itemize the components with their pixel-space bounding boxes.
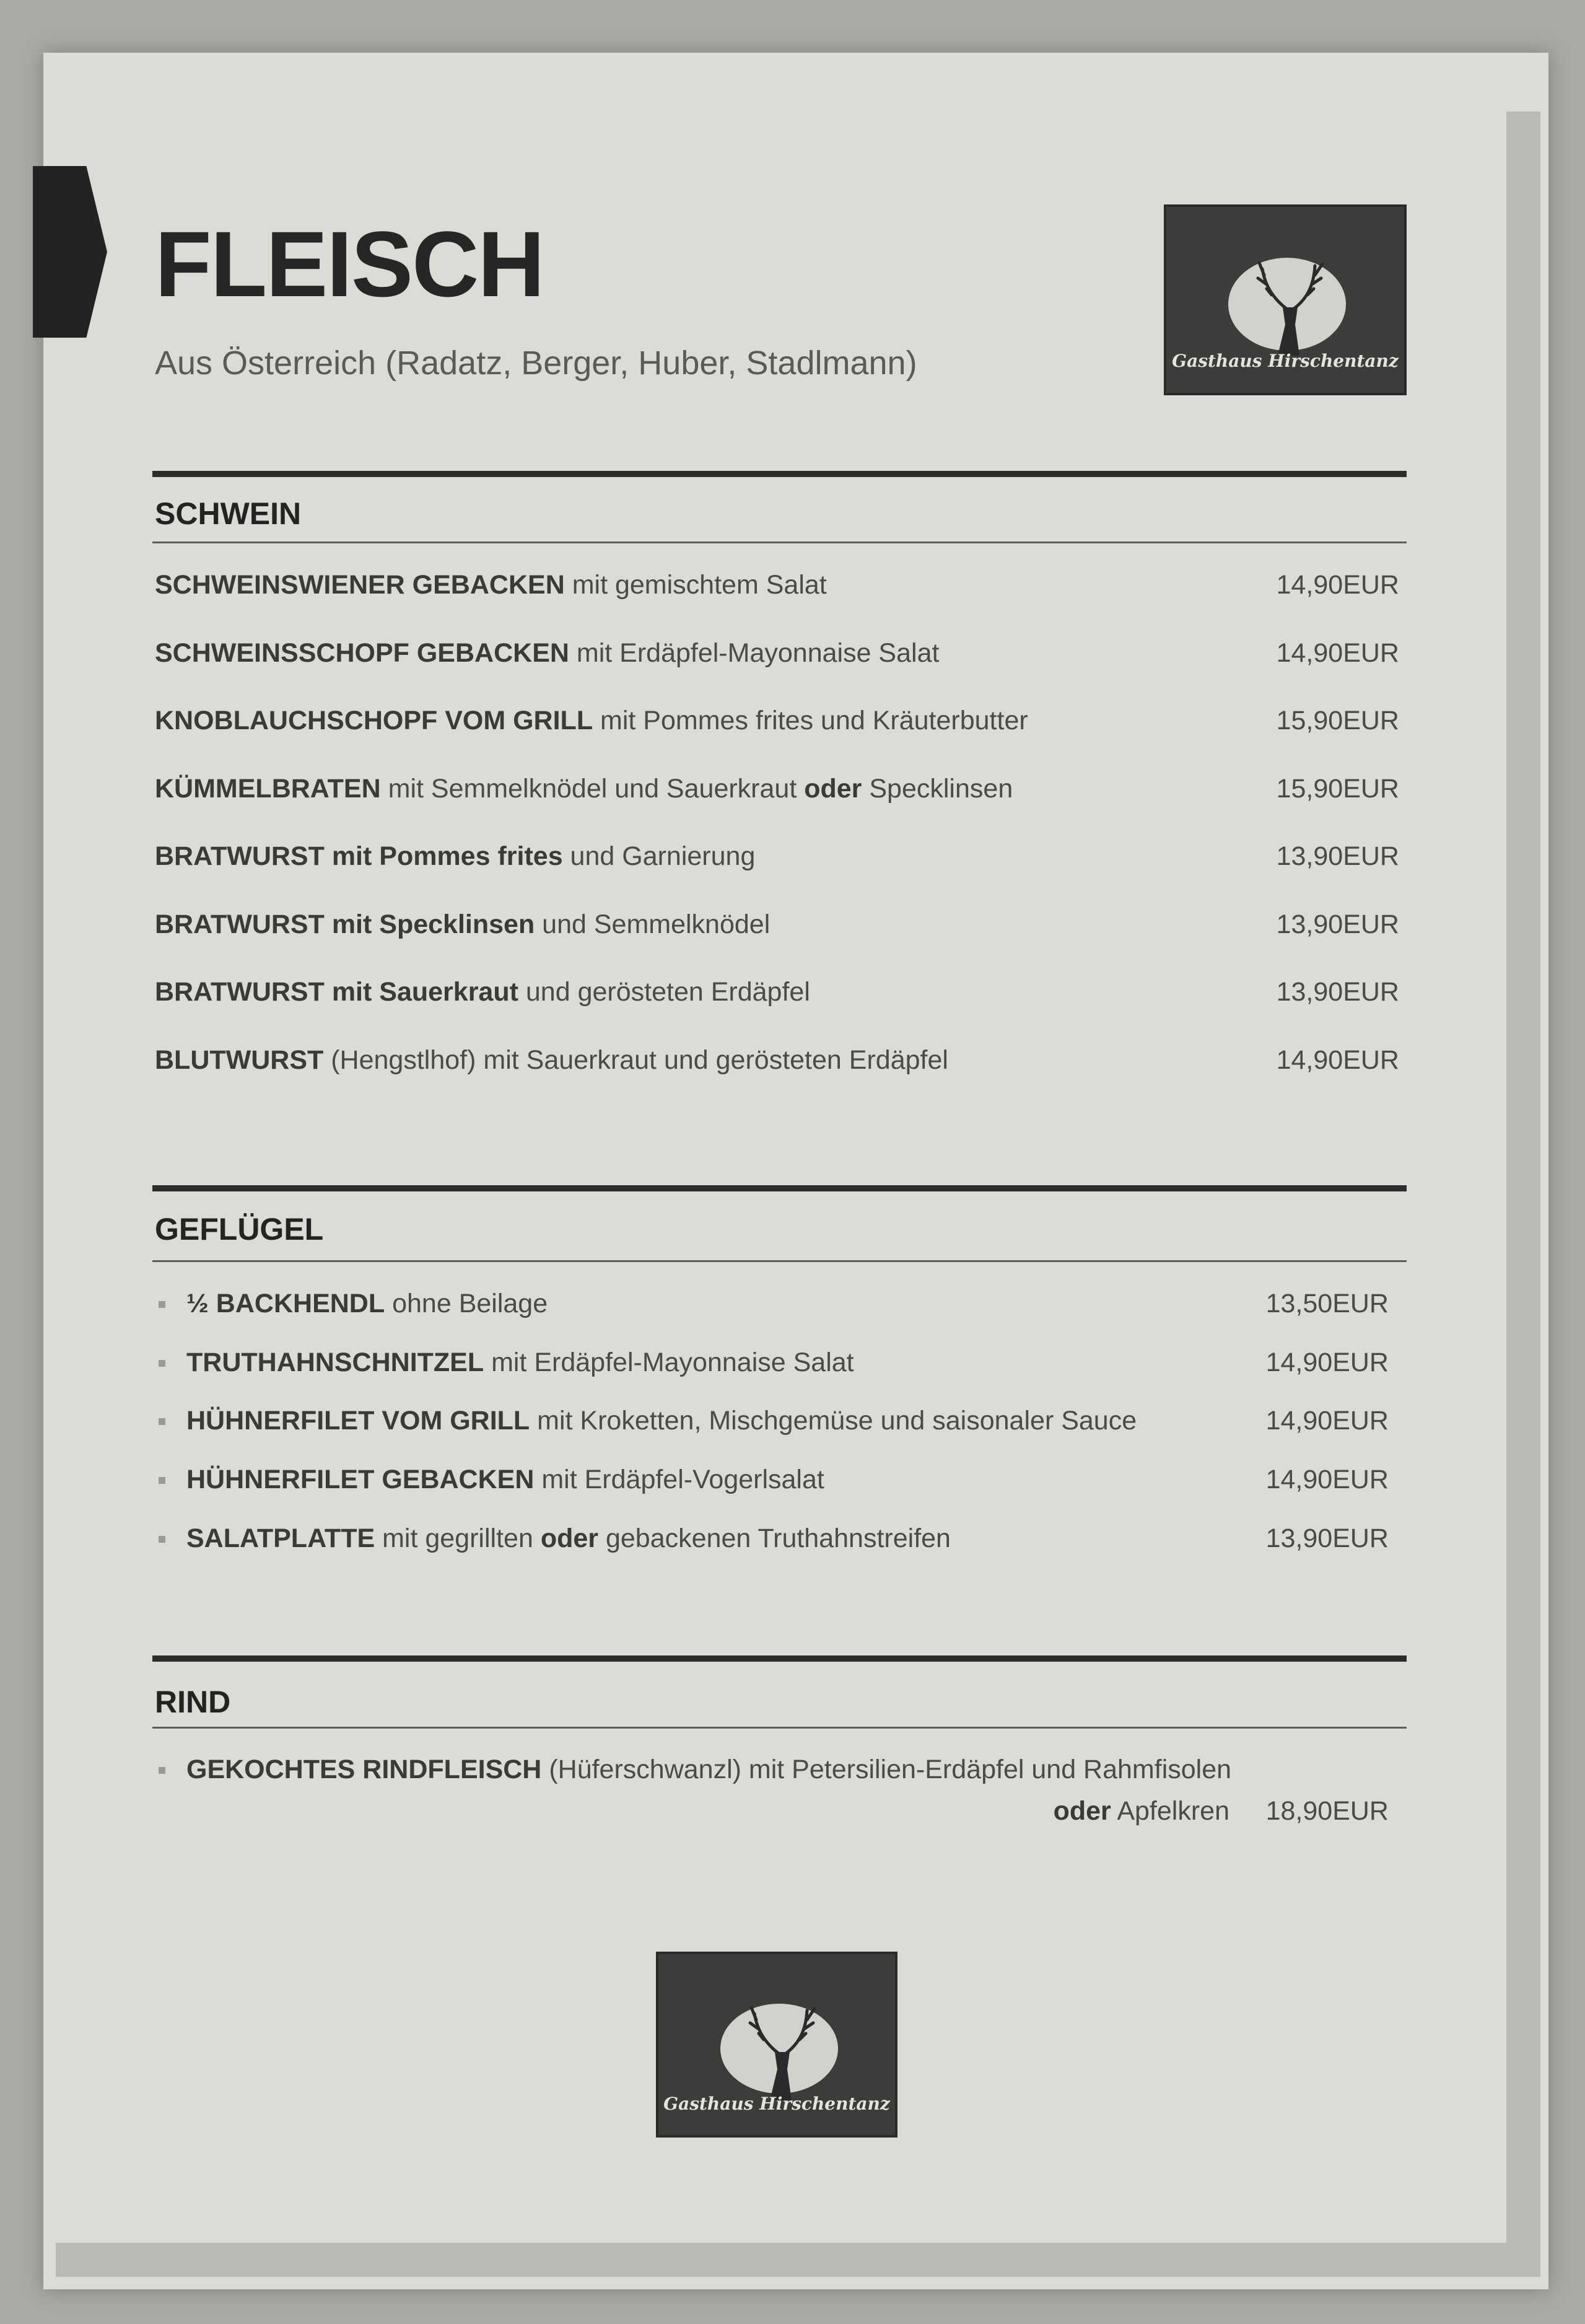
item-text: ohne Beilage <box>385 1289 548 1318</box>
item-bold-text: SALATPLATTE <box>186 1523 375 1553</box>
section-divider <box>152 1655 1407 1662</box>
menu-item-price: 14,90EUR <box>1276 638 1399 668</box>
logo-brand-text: Gasthaus Hirschentanz <box>1172 351 1399 371</box>
item-text: und gerösteten Erdäpfel <box>518 977 810 1007</box>
section-divider <box>152 1185 1407 1191</box>
section-heading: RIND <box>155 1685 231 1719</box>
item-bold-text: KNOBLAUCHSCHOPF VOM GRILL <box>155 706 593 735</box>
item-text: mit Semmelknödel und Sauerkraut <box>380 773 805 804</box>
menu-item-name <box>155 977 810 1007</box>
item-text: mit Pommes frites und Kräuterbutter <box>593 706 1028 735</box>
item-text: (Hüferschwanzl) mit Petersilien-Erdäpfel und Rahmfisolen <box>541 1755 1232 1784</box>
page-title: FLEISCH <box>155 212 544 316</box>
menu-item-name <box>155 706 1028 736</box>
bullet-icon <box>159 1360 165 1367</box>
menu-item-price: 13,50EUR <box>1265 1289 1389 1318</box>
logo-top <box>1164 204 1407 395</box>
item-text: (Hengstlhof) mit Sauerkraut und gerösteten Erdäpfel <box>323 1045 948 1075</box>
bullet-icon <box>159 1767 165 1774</box>
item-bold-text: SCHWEINSSCHOPF GEBACKEN <box>155 638 569 668</box>
page-border-bottom <box>56 2243 1540 2277</box>
item-text: mit Kroketten, Mischgemüse und saisonaler Sauce <box>530 1406 1137 1436</box>
page-subtitle: Aus Österreich (Radatz, Berger, Huber, Stadlmann) <box>155 344 917 382</box>
menu-item-name <box>186 1755 1231 1785</box>
item-text: mit gegrillten <box>375 1523 541 1553</box>
logo-bottom <box>656 1952 897 2138</box>
section-divider <box>152 471 1407 477</box>
item-bold-text: BLUTWURST <box>155 1045 324 1075</box>
menu-item-name <box>186 1465 824 1495</box>
menu-item-price: 14,90EUR <box>1265 1465 1389 1495</box>
item-bold-text: KÜMMELBRATEN <box>155 773 381 804</box>
section-underline <box>152 1727 1407 1729</box>
menu-item-name <box>155 1045 948 1076</box>
menu-item-name <box>155 774 1013 804</box>
stag-head-icon <box>745 1995 819 2100</box>
menu-item-name <box>186 1524 951 1554</box>
menu-item-price: 14,90EUR <box>1265 1347 1389 1377</box>
item-bold-text: SCHWEINSWIENER GEBACKEN <box>155 570 565 600</box>
item-bold-text: oder <box>804 773 862 804</box>
item-bold-text: ½ BACKHENDL <box>186 1289 385 1318</box>
item-bold-text: BRATWURST mit Specklinsen <box>155 909 535 939</box>
item-bold-text: TRUTHAHNSCHNITZEL <box>186 1347 484 1377</box>
menu-item-price: 14,90EUR <box>1276 570 1399 600</box>
item-text: mit Erdäpfel-Mayonnaise Salat <box>484 1347 854 1377</box>
menu-item-price: 14,90EUR <box>1265 1406 1389 1436</box>
menu-item-price: 13,90EUR <box>1276 977 1399 1007</box>
section-underline <box>152 1260 1407 1262</box>
item-text: mit Erdäpfel-Mayonnaise Salat <box>569 638 940 668</box>
menu-item-price: 14,90EUR <box>1276 1045 1399 1075</box>
item-text: Specklinsen <box>862 773 1013 804</box>
menu-item-name <box>186 1348 854 1378</box>
item-text: mit Erdäpfel-Vogerlsalat <box>534 1465 824 1495</box>
menu-item-name <box>155 910 770 940</box>
item-text: gebackenen Truthahnstreifen <box>598 1523 951 1553</box>
menu-item-price: 13,90EUR <box>1276 909 1399 939</box>
menu-item-price: 13,90EUR <box>1265 1523 1389 1553</box>
page-border-right <box>1506 112 1540 2261</box>
item-bold-text: HÜHNERFILET GEBACKEN <box>186 1465 535 1495</box>
section-heading: GEFLÜGEL <box>155 1212 324 1247</box>
bullet-icon <box>159 1418 165 1425</box>
item-bold-text: HÜHNERFILET VOM GRILL <box>186 1406 530 1436</box>
menu-item-name <box>155 638 939 669</box>
stag-head-icon <box>1253 250 1327 356</box>
menu-item-name <box>155 841 755 872</box>
bullet-icon <box>159 1477 165 1484</box>
menu-item-name <box>186 1289 548 1319</box>
item-bold-text: oder <box>1053 1796 1111 1826</box>
item-bold-text: oder <box>540 1523 599 1553</box>
item-bold-text: BRATWURST mit Pommes frites <box>155 841 563 871</box>
item-text: und Garnierung <box>562 841 756 871</box>
menu-item-price: 13,90EUR <box>1276 841 1399 871</box>
logo-brand-text: Gasthaus Hirschentanz <box>663 2094 890 2114</box>
item-text: Apfelkren <box>1111 1796 1229 1826</box>
section-underline <box>152 542 1407 543</box>
section-heading: SCHWEIN <box>155 496 302 531</box>
bullet-icon <box>159 1536 165 1543</box>
menu-item-price: 15,90EUR <box>1276 706 1399 735</box>
menu-item-price: 15,90EUR <box>1276 773 1399 804</box>
item-text: und Semmelknödel <box>535 909 771 939</box>
menu-item-name <box>186 1406 1137 1436</box>
menu-item-price: 18,90EUR <box>1265 1796 1389 1826</box>
item-text: mit gemischtem Salat <box>564 570 827 600</box>
menu-item-name <box>155 570 827 600</box>
item-bold-text: BRATWURST mit Sauerkraut <box>155 977 518 1007</box>
bullet-icon <box>159 1301 165 1308</box>
item-bold-text: GEKOCHTES RINDFLEISCH <box>186 1755 542 1784</box>
